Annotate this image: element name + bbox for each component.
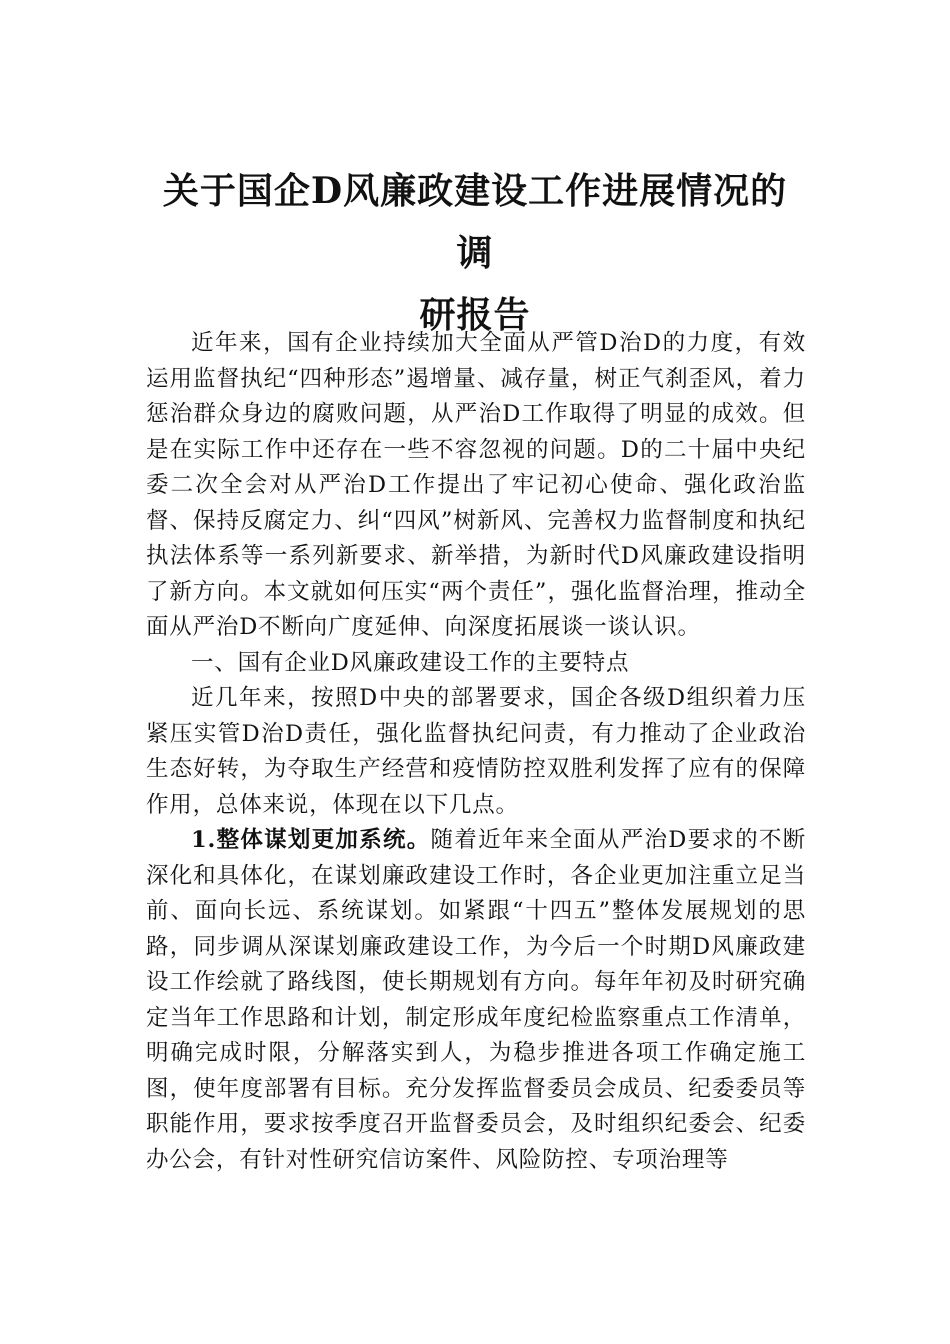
point-1-lead: 1.整体谋划更加系统。 [191, 827, 431, 853]
section-heading-1: 一、国有企业D风廉政建设工作的主要特点 [191, 649, 630, 676]
title-line-2: 研报告 [419, 294, 531, 336]
document-body [146, 326, 806, 1178]
document-title [145, 160, 805, 346]
paragraph-section-1: 近几年来，按照D中央的部署要求，国企各级D组织着力压紧压实管D治D责任，强化监督执纪问责，有力推动了企业政治生态好转，为夺取生产经营和疫情防控双胜利发挥了应有的保障作用，总体来说，体现在以下几点。 [146, 685, 806, 818]
paragraph-point-1 [146, 823, 806, 1178]
point-1-text: 随着近年来全面从严治D要求的不断深化和具体化，在谋划廉政建设工作时，各企业更加注重立足当前、面向长远、系统谋划。如紧跟“十四五”整体发展规划的思路，同步调从深谋划廉政建设工作，为今后一个时期D风廉政建设工作绘就了路线图，使长期规划有方向。每年年初及时研究确定当年工作思路和计划，制定形成年度纪检监察重点工作清单，明确完成时限，分解落实到人，为稳步推进各项工作确定施工图，使年度部署有目标。充分发挥监督委员会成员、纪委委员等职能作用，要求按季度召开监督委员会，及时组织纪委会、纪委办公会，有针对性研究信访案件、风险防控、专项治理等 [146, 827, 807, 1173]
title-line-1: 关于国企D风廉政建设工作进展情况的调 [162, 170, 788, 274]
paragraph-intro: 近年来，国有企业持续加大全面从严管D治D的力度，有效运用监督执纪“四种形态”遏增量、减存量，树正气刹歪风，着力惩治群众身边的腐败问题，从严治D工作取得了明显的成效。但是在实际工作中还存在一些不容忽视的问题。D的二十届中央纪委二次全会对从严治D工作提出了牢记初心使命、强化政治监督、保持反腐定力、纠“四风”树新风、完善权力监督制度和执纪执法体系等一系列新要求、新举措，为新时代D风廉政建设指明了新方向。本文就如何压实“两个责任”，强化监督治理，推动全面从严治D不断向广度延伸、向深度拓展谈一谈认识。 [146, 330, 806, 640]
